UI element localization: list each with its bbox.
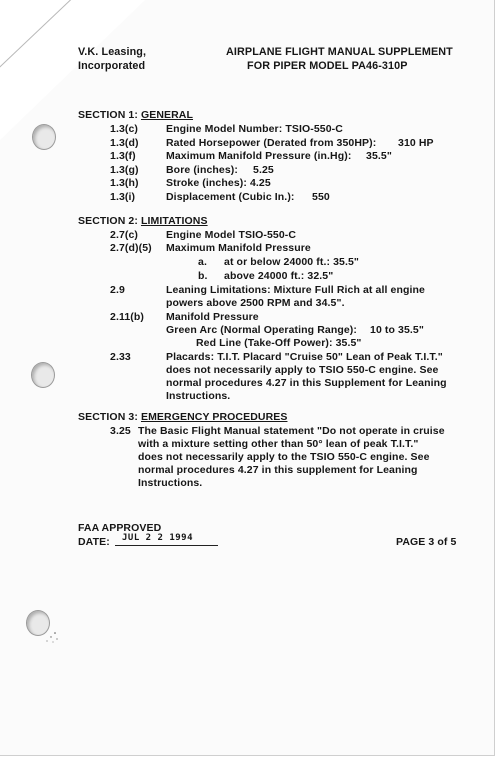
punch-hole-top bbox=[32, 124, 56, 150]
s2-row-text: Maximum Manifold Pressure bbox=[166, 242, 311, 254]
s2-row-text: powers above 2500 RPM and 34.5". bbox=[166, 297, 345, 309]
s3-text-line: normal procedures 4.27 in this supplement for Leaning bbox=[138, 464, 418, 476]
s2-row-text: Green Arc (Normal Operating Range): bbox=[166, 324, 357, 336]
section1-heading-title: GENERAL bbox=[140, 109, 194, 121]
s2-row-text: Instructions. bbox=[166, 390, 231, 402]
s2-row-ref: 2.7(d)(5) bbox=[110, 242, 152, 254]
section3-heading-prefix: SECTION 3: bbox=[78, 411, 138, 423]
page-number: PAGE 3 of 5 bbox=[396, 536, 457, 548]
s1-row-text: Engine Model Number: TSIO-550-C bbox=[166, 123, 343, 135]
s2-row-text: normal procedures 4.27 in this Supplement for Leaning bbox=[166, 377, 447, 389]
s1-row-ref: 1.3(i) bbox=[110, 191, 136, 203]
section3-heading bbox=[78, 411, 287, 423]
s3-text-line: does not necessarily apply to the TSIO 550-C engine. See bbox=[138, 451, 430, 463]
s2-row-text: does not necessarily apply to TSIO 550-C engine. See bbox=[166, 364, 439, 376]
s2-subitem-label: b. bbox=[198, 270, 208, 282]
s3-text-line: Instructions. bbox=[138, 477, 203, 489]
s1-row-ref: 1.3(d) bbox=[110, 137, 139, 149]
section3-heading-title: EMERGENCY PROCEDURES bbox=[140, 411, 288, 423]
s1-row-text: Bore (inches): bbox=[166, 164, 238, 176]
section2-heading-title: LIMITATIONS bbox=[140, 215, 208, 227]
s1-row-value: 5.25 bbox=[253, 164, 274, 176]
s1-row-text: Displacement (Cubic In.): bbox=[166, 191, 295, 203]
faa-approved-label: FAA APPROVED bbox=[78, 522, 162, 534]
s2-subitem-label: a. bbox=[198, 256, 207, 268]
approval-date-stamp: JUL 2 2 1994 bbox=[122, 533, 194, 543]
s2-row-text: Leaning Limitations: Mixture Full Rich at all engine bbox=[166, 284, 425, 296]
s2-subitem-text: at or below 24000 ft.: 35.5" bbox=[224, 256, 359, 268]
section1-heading-prefix: SECTION 1: bbox=[78, 109, 138, 121]
s1-row-value: 35.5" bbox=[366, 150, 392, 162]
s2-row-text: Engine Model TSIO-550-C bbox=[166, 229, 297, 241]
s1-row-text: Rated Horsepower (Derated from 350HP): bbox=[166, 137, 377, 149]
document-title-line1: AIRPLANE FLIGHT MANUAL SUPPLEMENT bbox=[226, 46, 453, 58]
s2-row-value: 10 to 35.5" bbox=[370, 324, 424, 336]
section2-heading bbox=[78, 215, 208, 227]
s2-row-text: Placards: T.I.T. Placard "Cruise 50" Lean of Peak T.I.T." bbox=[166, 351, 443, 363]
date-label: DATE: bbox=[78, 536, 110, 548]
s3-text-line: with a mixture setting other than 50° lean of peak T.I.T." bbox=[138, 438, 419, 450]
s1-row-text: Stroke (inches): 4.25 bbox=[166, 177, 271, 189]
company-name-line1: V.K. Leasing, bbox=[78, 46, 147, 58]
document-title-line2: FOR PIPER MODEL PA46-310P bbox=[247, 60, 408, 72]
section2-heading-prefix: SECTION 2: bbox=[78, 215, 138, 227]
punch-hole-middle bbox=[31, 362, 55, 388]
s1-row-ref: 1.3(c) bbox=[110, 123, 139, 135]
s2-row-ref: 2.7(c) bbox=[110, 229, 139, 241]
s1-row-ref: 1.3(f) bbox=[110, 150, 136, 162]
s1-row-value: 550 bbox=[312, 191, 330, 203]
s2-row-text: Manifold Pressure bbox=[166, 311, 259, 323]
s2-row-ref: 2.11(b) bbox=[110, 311, 144, 323]
s2-row-ref: 2.9 bbox=[110, 284, 125, 296]
company-name-line2: Incorporated bbox=[78, 60, 146, 72]
s1-row-value: 310 HP bbox=[398, 137, 434, 149]
s3-ref: 3.25 bbox=[110, 425, 131, 437]
s2-row-text: Red Line (Take-Off Power): 35.5" bbox=[196, 337, 362, 349]
s1-row-ref: 1.3(g) bbox=[110, 164, 139, 176]
ink-specks bbox=[43, 630, 63, 644]
s3-text-line: The Basic Flight Manual statement "Do not operate in cruise bbox=[138, 425, 445, 437]
section1-heading bbox=[78, 109, 193, 121]
date-underline bbox=[115, 545, 218, 546]
s1-row-ref: 1.3(h) bbox=[110, 177, 139, 189]
s2-row-ref: 2.33 bbox=[110, 351, 131, 363]
s2-subitem-text: above 24000 ft.: 32.5" bbox=[224, 270, 334, 282]
s1-row-text: Maximum Manifold Pressure (in.Hg): bbox=[166, 150, 352, 162]
